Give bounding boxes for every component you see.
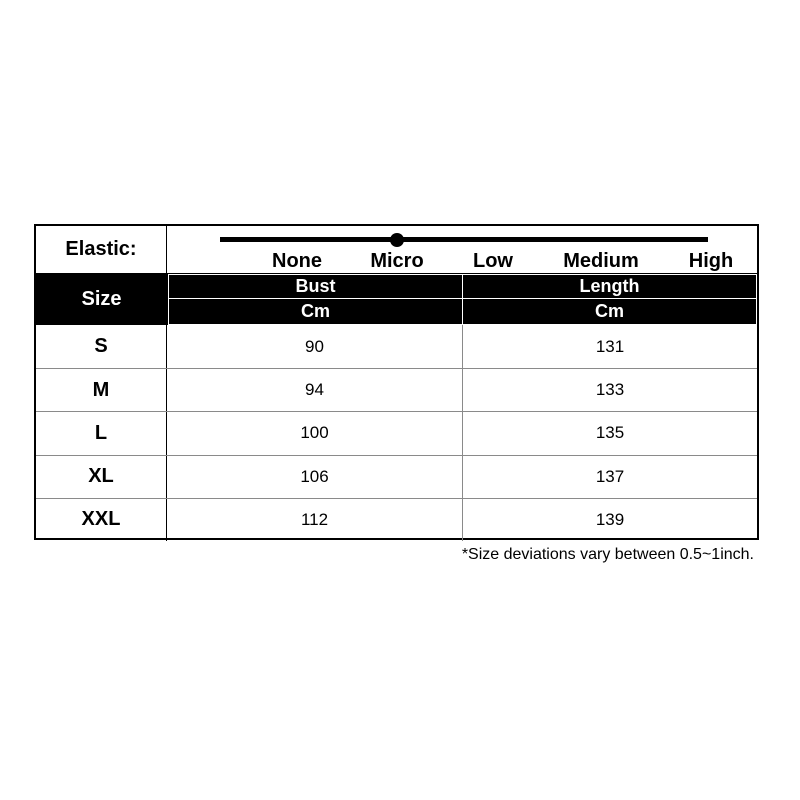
elastic-option-medium: Medium — [563, 250, 639, 272]
elastic-scale-line — [220, 237, 708, 242]
size-cell: XXL — [36, 499, 167, 541]
bust-cell: 106 — [167, 456, 463, 498]
size-column-header: Size — [81, 287, 122, 310]
length-column-header: Length — [463, 274, 757, 298]
elastic-row — [36, 226, 757, 273]
table-row — [36, 411, 757, 454]
size-cell: M — [36, 369, 167, 411]
table-header — [36, 273, 757, 325]
elastic-option-none: None — [272, 250, 322, 272]
table-row — [36, 325, 757, 368]
bust-cell: 94 — [167, 369, 463, 411]
bust-column-header: Bust — [168, 274, 463, 298]
length-unit-header: Cm — [463, 298, 757, 325]
length-cell: 139 — [595, 509, 625, 529]
elastic-option-high: High — [688, 250, 734, 272]
bust-cell: 90 — [167, 325, 463, 368]
size-cell: XL — [36, 456, 167, 498]
elastic-option-low: Low — [473, 250, 513, 272]
size-chart-table — [34, 224, 759, 540]
bust-cell: 100 — [167, 412, 463, 454]
size-cell: L — [36, 412, 167, 454]
elastic-label: Elastic: — [36, 226, 167, 273]
table-row — [36, 498, 757, 541]
elastic-scale — [167, 226, 757, 273]
length-cell: 131 — [595, 336, 625, 356]
length-cell: 135 — [595, 423, 625, 443]
length-cell: 137 — [595, 466, 625, 486]
bust-unit-header: Cm — [168, 298, 463, 325]
table-row — [36, 455, 757, 498]
elastic-option-micro: Micro — [370, 250, 424, 272]
elastic-scale-marker — [390, 233, 404, 247]
table-row — [36, 368, 757, 411]
size-deviation-footnote: *Size deviations vary between 0.5~1inch. — [461, 546, 754, 563]
table-body — [36, 325, 757, 541]
length-cell: 133 — [595, 380, 625, 400]
bust-cell: 112 — [167, 499, 463, 541]
size-cell: S — [36, 325, 167, 368]
